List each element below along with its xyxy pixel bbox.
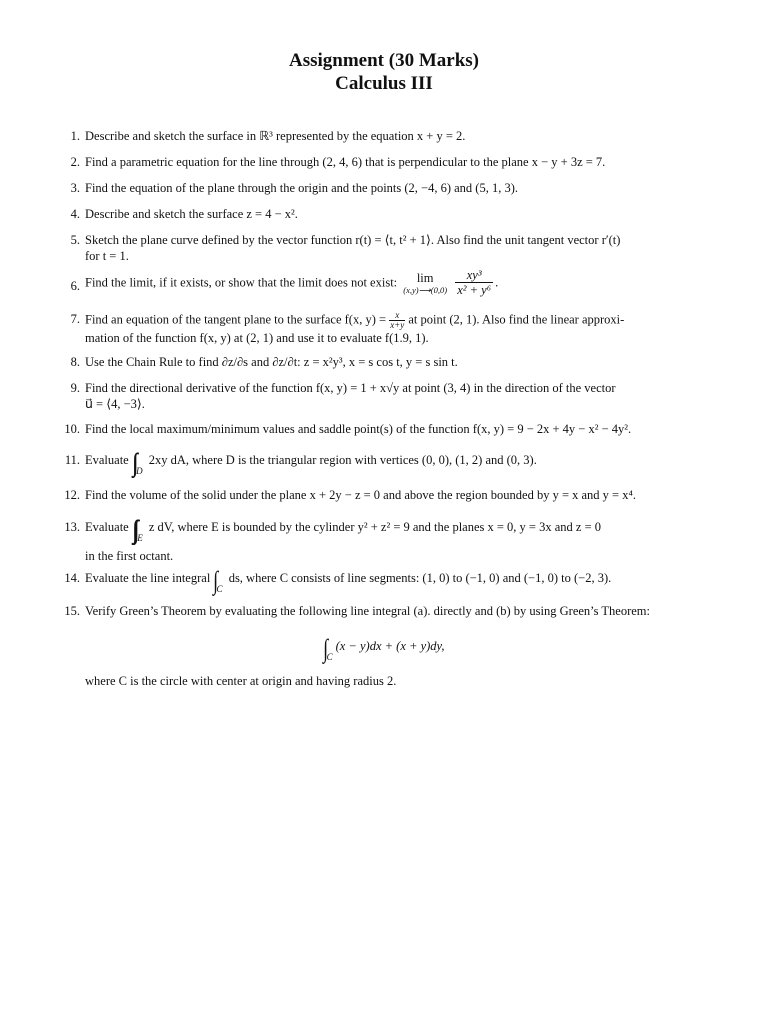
integral-region: D bbox=[136, 466, 143, 476]
question-number: 11. bbox=[64, 453, 80, 467]
question-text: Find a parametric equation for the line through (2, 4, 6) that is perpendicular to the plane x − y + 3z = 7. bbox=[85, 155, 606, 169]
fraction-numerator: x bbox=[389, 311, 405, 321]
question-text-prefix: Evaluate bbox=[85, 520, 129, 534]
question-text: where C is the circle with center at origin and having radius 2. bbox=[85, 674, 397, 688]
line-integral-sign: ∫ bbox=[323, 634, 325, 663]
question-number: 9. bbox=[70, 381, 80, 395]
question-number: 7. bbox=[70, 312, 80, 326]
fraction-denominator: x² + y⁶ bbox=[457, 283, 492, 297]
question-number: 3. bbox=[70, 181, 80, 195]
question-text-prefix: Evaluate bbox=[85, 453, 129, 467]
question-line: u⃗ = ⟨4, −3⟩. bbox=[85, 397, 145, 411]
question-text bbox=[85, 448, 697, 479]
question-text bbox=[85, 566, 697, 597]
integral-region: E bbox=[137, 533, 143, 543]
question-text bbox=[85, 232, 697, 264]
question-text-prefix: Find the limit, if it exists, or show that the limit does not exist: bbox=[85, 275, 398, 290]
question-text-suffix: z dV, where E is bounded by the cylinder y² + z² = 9 and the planes x = 0, y = 3x and z = 0 bbox=[148, 520, 601, 534]
question-number: 4. bbox=[70, 207, 80, 221]
question-text bbox=[85, 268, 697, 297]
question-text-prefix: Find an equation of the tangent plane to the surface f(x, y) = bbox=[85, 312, 387, 327]
page-title: Assignment (30 Marks) bbox=[289, 50, 479, 71]
question-line: Sketch the plane curve defined by the vector function r(t) = ⟨t, t² + 1⟩. Also find the unit tangent vector r′(t) bbox=[85, 233, 621, 247]
question-text bbox=[85, 311, 697, 346]
question-text: Find the volume of the solid under the plane x + 2y − z = 0 and above the region bounded by y = x and y = x⁴. bbox=[85, 488, 636, 502]
question-text: Use the Chain Rule to find ∂z/∂s and ∂z/∂t: z = x²y³, x = s cos t, y = s sin t. bbox=[85, 355, 458, 369]
question-text: Verify Green’s Theorem by evaluating the following line integral (a). directly and (b) by using Green’s Theorem: bbox=[85, 604, 650, 618]
question-number: 15. bbox=[64, 604, 80, 618]
double-integral-sign: ∫∫ bbox=[132, 448, 134, 477]
fraction-numerator: xy³ bbox=[455, 268, 493, 283]
question-number: 14. bbox=[64, 571, 80, 585]
display-equation bbox=[0, 634, 768, 665]
line-integral-sign: ∫ bbox=[213, 566, 215, 595]
question-text-prefix: Evaluate the line integral bbox=[85, 571, 211, 585]
question-number: 13. bbox=[64, 520, 80, 534]
question-text-suffix: 2xy dA, where D is the triangular region with vertices (0, 0), (1, 2) and (0, 3). bbox=[148, 453, 537, 467]
question-line bbox=[85, 515, 697, 546]
limit-fraction bbox=[455, 268, 493, 297]
fraction-denominator: x+y bbox=[390, 320, 405, 330]
question-text: Describe and sketch the surface in ℝ³ represented by the equation x + y = 2. bbox=[85, 129, 466, 143]
question-number: 2. bbox=[70, 155, 80, 169]
question-text bbox=[85, 380, 697, 412]
question-line bbox=[85, 311, 697, 330]
limit-subscript: (x,y)⟶(0,0) bbox=[403, 284, 448, 295]
question-text bbox=[85, 515, 697, 564]
question-number: 5. bbox=[70, 233, 80, 247]
question-line: for t = 1. bbox=[85, 249, 129, 263]
question-line: in the first octant. bbox=[85, 549, 174, 563]
question-text: Find the local maximum/minimum values and saddle point(s) of the function f(x, y) = 9 − 2x + 4y − x² − 4y². bbox=[85, 422, 632, 436]
integral-curve: C bbox=[326, 652, 333, 662]
limit-word: lim bbox=[416, 270, 434, 285]
question-number: 1. bbox=[70, 129, 80, 143]
question-line: mation of the function f(x, y) at (2, 1) and use it to evaluate f(1.9, 1). bbox=[85, 331, 429, 345]
triple-integral-sign: ∫∫∫ bbox=[132, 515, 135, 544]
question-number: 6. bbox=[70, 279, 80, 293]
question-text-suffix: ds, where C consists of line segments: (1, 0) to (−1, 0) and (−1, 0) to (−2, 3). bbox=[228, 571, 612, 585]
question-number: 8. bbox=[70, 355, 80, 369]
question-text: Describe and sketch the surface z = 4 − x². bbox=[85, 207, 298, 221]
limit-operator bbox=[403, 271, 447, 295]
question-number: 10. bbox=[64, 422, 80, 436]
integral-curve: C bbox=[216, 584, 223, 594]
question-line: Find the directional derivative of the function f(x, y) = 1 + x√y at point (3, 4) in the direction of the vector bbox=[85, 381, 616, 395]
question-number: 12. bbox=[64, 488, 80, 502]
question-end: . bbox=[495, 275, 499, 290]
question-text: Find the equation of the plane through the origin and the points (2, −4, 6) and (5, 1, 3). bbox=[85, 181, 519, 195]
question-text-suffix: at point (2, 1). Also find the linear approxi- bbox=[408, 312, 625, 327]
integrand: (x − y)dx + (x + y)dy, bbox=[335, 639, 445, 653]
small-fraction bbox=[389, 311, 405, 330]
page-subtitle: Calculus III bbox=[335, 73, 433, 94]
